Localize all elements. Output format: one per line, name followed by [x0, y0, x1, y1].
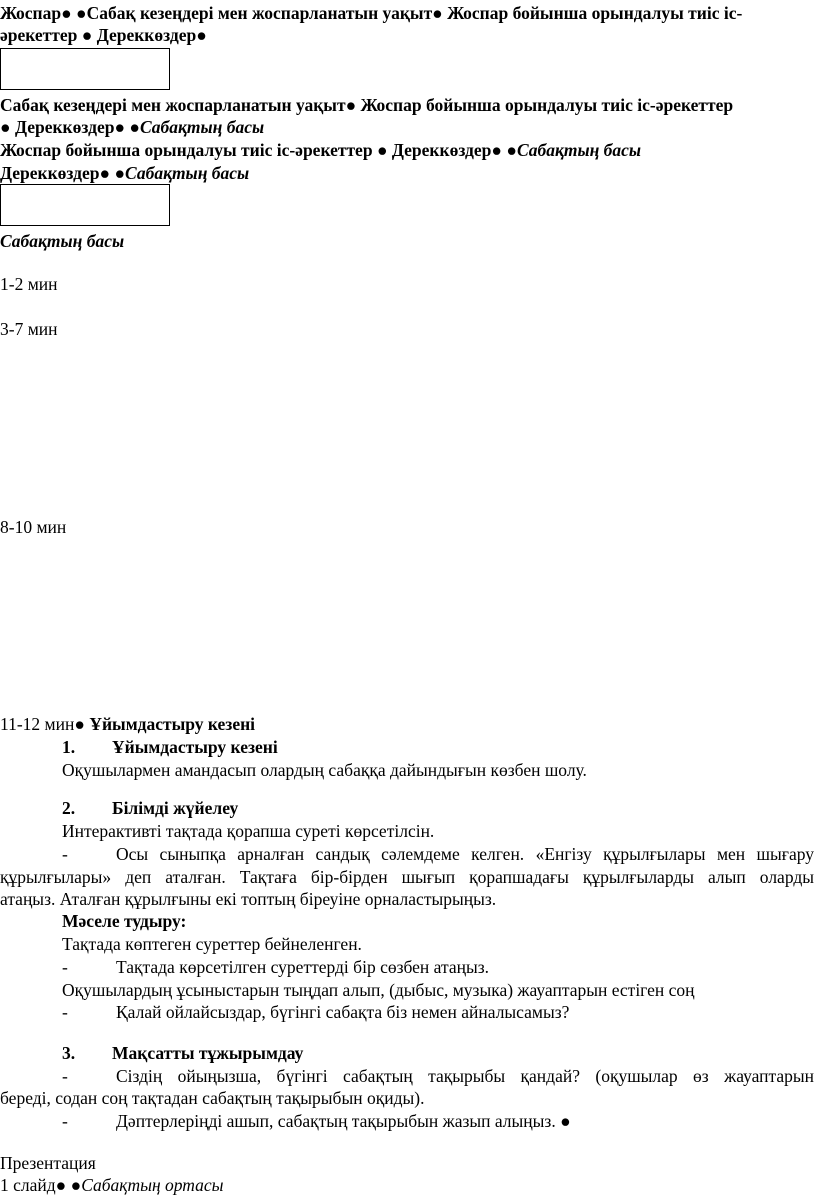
section-2-heading: [62, 797, 238, 819]
header-actions-cont: әрекеттер: [0, 25, 78, 45]
section-2-paragraph-line-3: атаңыз. Аталған құрылғыны екі топтың біреуіне орналастырыңыз.: [0, 889, 497, 909]
repeat-sources-3: Дереккөздер: [0, 163, 100, 183]
bullet-icon: ●: [55, 1175, 67, 1195]
section-3-instruction: [62, 1110, 571, 1132]
section-title: Мақсатты тұжырымдау: [112, 1043, 304, 1063]
bullet-icon: ●: [74, 714, 85, 734]
header-actions: Жоспар бойынша орындалуы тиіс іс-: [447, 3, 743, 23]
repeat-stage-start: Сабақтың басы: [140, 117, 265, 137]
bullet-icon: ●: [506, 140, 517, 160]
bullet-icon: ●: [196, 25, 207, 45]
section-number: 2.: [62, 798, 76, 818]
bullet-icon: ●: [99, 163, 111, 183]
time-4: 11-12 мин: [0, 714, 75, 734]
time-3: 8-10 мин: [0, 517, 67, 537]
time-2: 3-7 мин: [0, 319, 58, 339]
section-3-paragraph-line-1: [0, 1065, 814, 1087]
repeat-line-3: [0, 139, 641, 161]
slide-line: [0, 1174, 224, 1196]
dash: -: [62, 1002, 68, 1022]
problem-text: Тақтада көптеген суреттер бейнеленген.: [62, 934, 362, 954]
repeat-stage-start-3: Сабақтың басы: [125, 163, 250, 183]
question-text: Тақтада көрсетілген суреттерді бір сөзбен атаңыз.: [116, 957, 490, 977]
stage-title: Сабақтың басы: [0, 231, 125, 251]
section-1-heading: [62, 736, 278, 758]
bullet-icon: ●: [491, 140, 502, 160]
section-2-text: Интерактивті тақтада қорапша суреті көрсетілсін.: [62, 821, 435, 841]
org-stage-label: Ұйымдастыру кезені: [89, 714, 256, 734]
bullet-icon: ●: [560, 1111, 571, 1131]
section-3-heading: [62, 1042, 303, 1064]
stage-middle-label: Сабақтың ортасы: [81, 1175, 224, 1195]
question-text: Қалай ойлайсыздар, бүгінгі сабақта біз немен айналысамыз?: [116, 1002, 570, 1022]
repeat-stages: Сабақ кезеңдері мен жоспарланатын уақыт: [0, 95, 346, 115]
bullet-icon: ●: [376, 140, 388, 160]
bullet-icon: ●: [0, 117, 11, 137]
repeat-line-1: [0, 94, 733, 116]
section-title: Ұйымдастыру кезені: [112, 737, 278, 757]
problem-text-2: Оқушылардың ұсыныстарын тыңдап алып, (дыбыс, музыка) жауаптарын естіген соң: [62, 980, 695, 1000]
time-1: 1-2 мин: [0, 274, 58, 294]
bullet-icon: ●: [61, 3, 72, 23]
header-line-2: [0, 24, 207, 46]
dash: -: [62, 1066, 68, 1086]
instruction-text: Дәптерлеріңді ашып, сабақтың тақырыбын жазып алыңыз.: [116, 1111, 556, 1131]
paragraph-text: Осы сыныпқа арналған сандық сәлемдеме келген. «Енгізу құрылғылары мен шығару: [116, 844, 814, 864]
presentation-label: Презентация: [0, 1153, 96, 1173]
dash: -: [62, 1111, 68, 1131]
section-number: 1.: [62, 737, 76, 757]
bullet-icon: ●: [81, 25, 93, 45]
section-2-paragraph-line-1: [0, 843, 814, 865]
repeat-sources: Дереккөздер: [14, 117, 115, 137]
problem-question-2: [62, 1001, 569, 1023]
problem-question-1: [62, 956, 489, 978]
repeat-actions-2: Жоспар бойынша орындалуы тиіс іс-әрекеттер: [0, 140, 373, 160]
slide-label: 1 слайд: [0, 1175, 56, 1195]
dash: -: [62, 844, 68, 864]
bullet-icon: ●: [76, 3, 87, 23]
repeat-line-2: [0, 116, 264, 138]
repeat-actions: Жоспар бойынша орындалуы тиіс іс-әрекеттер: [360, 95, 734, 115]
section-title: Білімді жүйелеу: [112, 798, 239, 818]
empty-cell-box: [0, 184, 170, 226]
repeat-line-4: [0, 162, 249, 184]
header-plan: Жоспар: [0, 3, 62, 23]
bullet-icon: ●: [114, 117, 126, 137]
dash: -: [62, 957, 68, 977]
repeat-sources-2: Дереккөздер: [391, 140, 492, 160]
paragraph-text: Сіздің ойыңызша, бүгінгі сабақтың тақырыбы қандай? (оқушылар өз жауаптарын: [116, 1066, 814, 1086]
problem-title: Мәселе тудыру:: [62, 911, 187, 931]
bullet-icon: ●: [70, 1175, 82, 1195]
time-4-line: [0, 713, 255, 735]
bullet-icon: ●: [129, 117, 140, 137]
section-1-text: Оқушылармен амандасып олардың сабаққа дайындығын көзбен шолу.: [62, 760, 587, 780]
bullet-icon: ●: [345, 95, 357, 115]
header-stages: Сабақ кезеңдері мен жоспарланатын уақыт: [86, 3, 433, 23]
repeat-stage-start-2: Сабақтың басы: [516, 140, 642, 160]
section-2-paragraph-line-2: құрылғылары» деп аталған. Тақтаға бір-бірден шығып қорапшадағы құрылғыларды алып оларды: [0, 867, 814, 887]
bullet-icon: ●: [432, 3, 443, 23]
bullet-icon: ●: [114, 163, 126, 183]
empty-cell-box: [0, 48, 170, 90]
section-number: 3.: [62, 1043, 76, 1063]
section-3-paragraph-line-2: береді, содан соң тақтадан сабақтың тақырыбын оқиды).: [0, 1088, 425, 1108]
header-sources: Дереккөздер: [96, 25, 197, 45]
header-line-1: [0, 2, 742, 24]
